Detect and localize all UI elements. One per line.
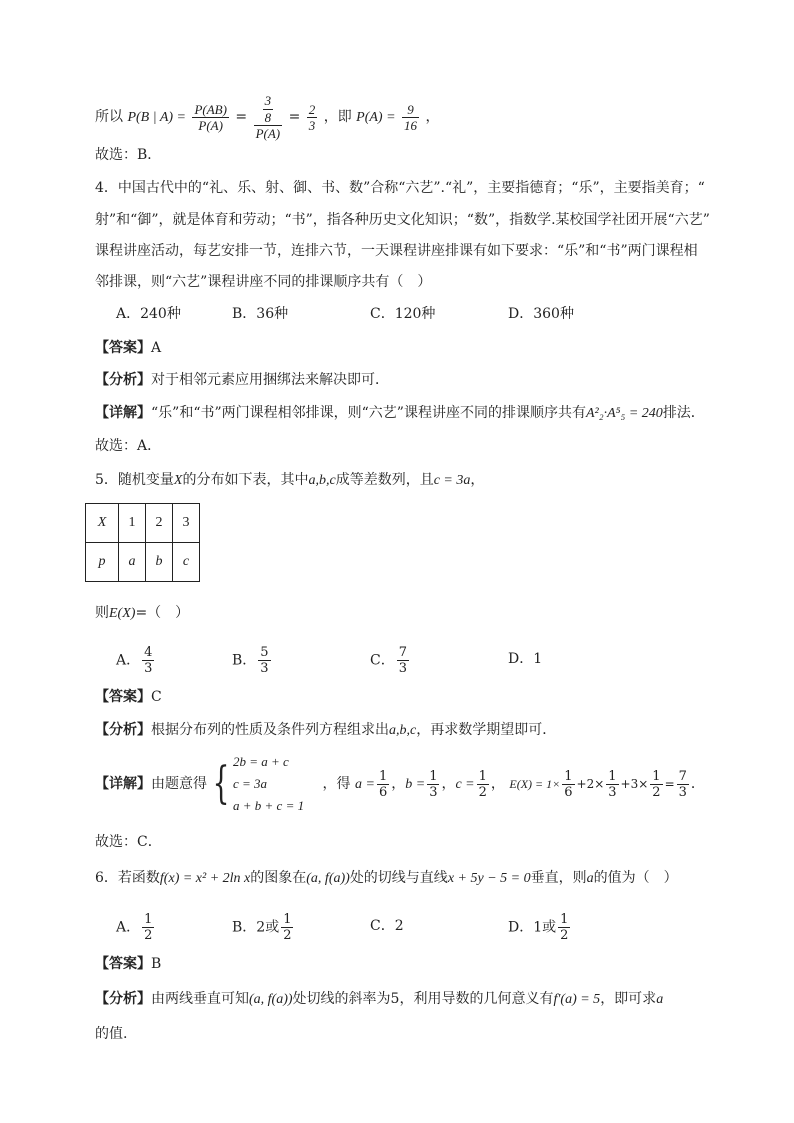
- equation-system: 2b = a + c c = 3a a + b + c = 1: [233, 754, 305, 813]
- table-cell: p: [86, 543, 119, 582]
- q6-analysis: 【分析】由两线垂直可知(a, f(a))处切线的斜率为5，利用导数的几何意义有f′(a) = 5，即可求a: [95, 991, 664, 1007]
- q5-option-c: C． $\frac{7}{3}$: [370, 645, 407, 676]
- table-cell: X: [86, 504, 119, 543]
- fraction: $\frac{9}{16}$: [403, 101, 417, 133]
- permutation-formula: A²₂·A⁵₅ = 240: [585, 406, 663, 421]
- table-cell: 3: [173, 504, 200, 543]
- q6-option-c: C．2: [370, 918, 404, 934]
- q5-option-d: D．1: [508, 651, 543, 667]
- q6-answer: 【答案】B: [95, 956, 162, 972]
- table-cell: 2: [146, 504, 173, 543]
- choose-line: 故选：C．: [95, 834, 162, 850]
- q4-analysis: 【分析】对于相邻元素应用捆绑法来解决即可．: [95, 372, 389, 388]
- brace-symbol: {: [212, 758, 230, 809]
- q6-analysis-cont: 的值.: [95, 1026, 128, 1042]
- cond-prob-formula: P(B | A) =: [127, 110, 186, 125]
- choose-line: 故选：A．: [95, 438, 162, 454]
- q6-option-a: A． $\frac{1}{2}$: [116, 912, 153, 943]
- q6-option-b: B．2或 $\frac{1}{2}$: [232, 912, 292, 943]
- q5-answer: 【答案】C: [95, 689, 162, 705]
- fraction: $\frac{2}{3}$: [308, 101, 316, 133]
- q4-option-b: B．36种: [232, 306, 289, 322]
- table-cell: c: [173, 543, 200, 582]
- fraction: $\frac{P(AB)}{P(A)}$: [194, 101, 227, 133]
- choose-line: 故选：B．: [95, 147, 162, 163]
- table-row: [86, 543, 200, 582]
- q5-stem: 5．随机变量X的分布如下表，其中a,b,c成等差数列，且c = 3a，: [95, 472, 485, 488]
- q4-option-c: C．120种: [370, 306, 436, 322]
- q5-detail: 【详解】由题意得 { 2b = a + c c = 3a a + b + c = 1 ，得 a = $\frac{1}{6}$ ，b = $\frac{1}{3}$ ，c = $\frac{1}{2}$ ， E(X) = 1× $\frac{1}{6}$ +2× $\frac{1}{3}$ +3× $\frac{1}{2}$ = $\frac{7}{3}$ ．: [95, 750, 705, 818]
- q4-stem-line: 邻排课，则“六艺”课程讲座不同的排课顺序共有（ ）: [95, 274, 432, 290]
- q4-stem-line: 射”和“御”，就是体育和劳动；“书”，指各种历史文化知识；“数”，指数学.某校国学社团开展“六艺”: [95, 212, 710, 228]
- q4-stem-line: 课程讲座活动，每艺安排一节，连排六节，一天课程讲座排课有如下要求：“乐”和“书”两门课程相: [95, 243, 698, 259]
- q5-option-b: B． $\frac{5}{3}$: [232, 645, 269, 676]
- fraction: $\frac{\frac{3}{8}}{P(A)}$: [255, 93, 281, 141]
- q6-stem: 6．若函数f(x) = x² + 2ln x的图象在(a, f(a))处的切线与直线x + 5y − 5 = 0垂直，则a的值为（ ）: [95, 870, 678, 886]
- table-cell: b: [146, 543, 173, 582]
- prev-solution-line: 所以 P(B | A) = $\frac{P(AB)}{P(A)}$ = $\frac{\frac{3}{8}}{P(A)}$ = $\frac{2}{3}$ ，即 P(A) = $\frac{9}{16}$ ，: [95, 93, 440, 141]
- table-row: [86, 504, 200, 543]
- distribution-table: [85, 503, 200, 582]
- table-cell: a: [119, 543, 146, 582]
- q5-question: 则E(X)=（ ）: [95, 605, 190, 621]
- q4-option-a: A．240种: [116, 306, 181, 322]
- q4-option-d: D．360种: [508, 306, 574, 322]
- q4-answer: 【答案】A: [95, 340, 162, 356]
- q6-option-d: D．1或 $\frac{1}{2}$: [508, 912, 569, 943]
- q4-detail: 【详解】“乐”和“书”两门课程相邻排课，则“六艺”课程讲座不同的排课顺序共有A²₂·A⁵₅ = 240排法．: [95, 405, 705, 421]
- q5-analysis: 【分析】根据分布列的性质及条件列方程组求出a,b,c，再求数学期望即可．: [95, 722, 557, 738]
- q4-stem-line: 4．中国古代中的“礼、乐、射、御、书、数”合称“六艺”.“礼”，主要指德育；“乐”，主要指美育；“: [95, 180, 705, 196]
- q5-option-a: A． $\frac{4}{3}$: [116, 645, 153, 676]
- table-cell: 1: [119, 504, 146, 543]
